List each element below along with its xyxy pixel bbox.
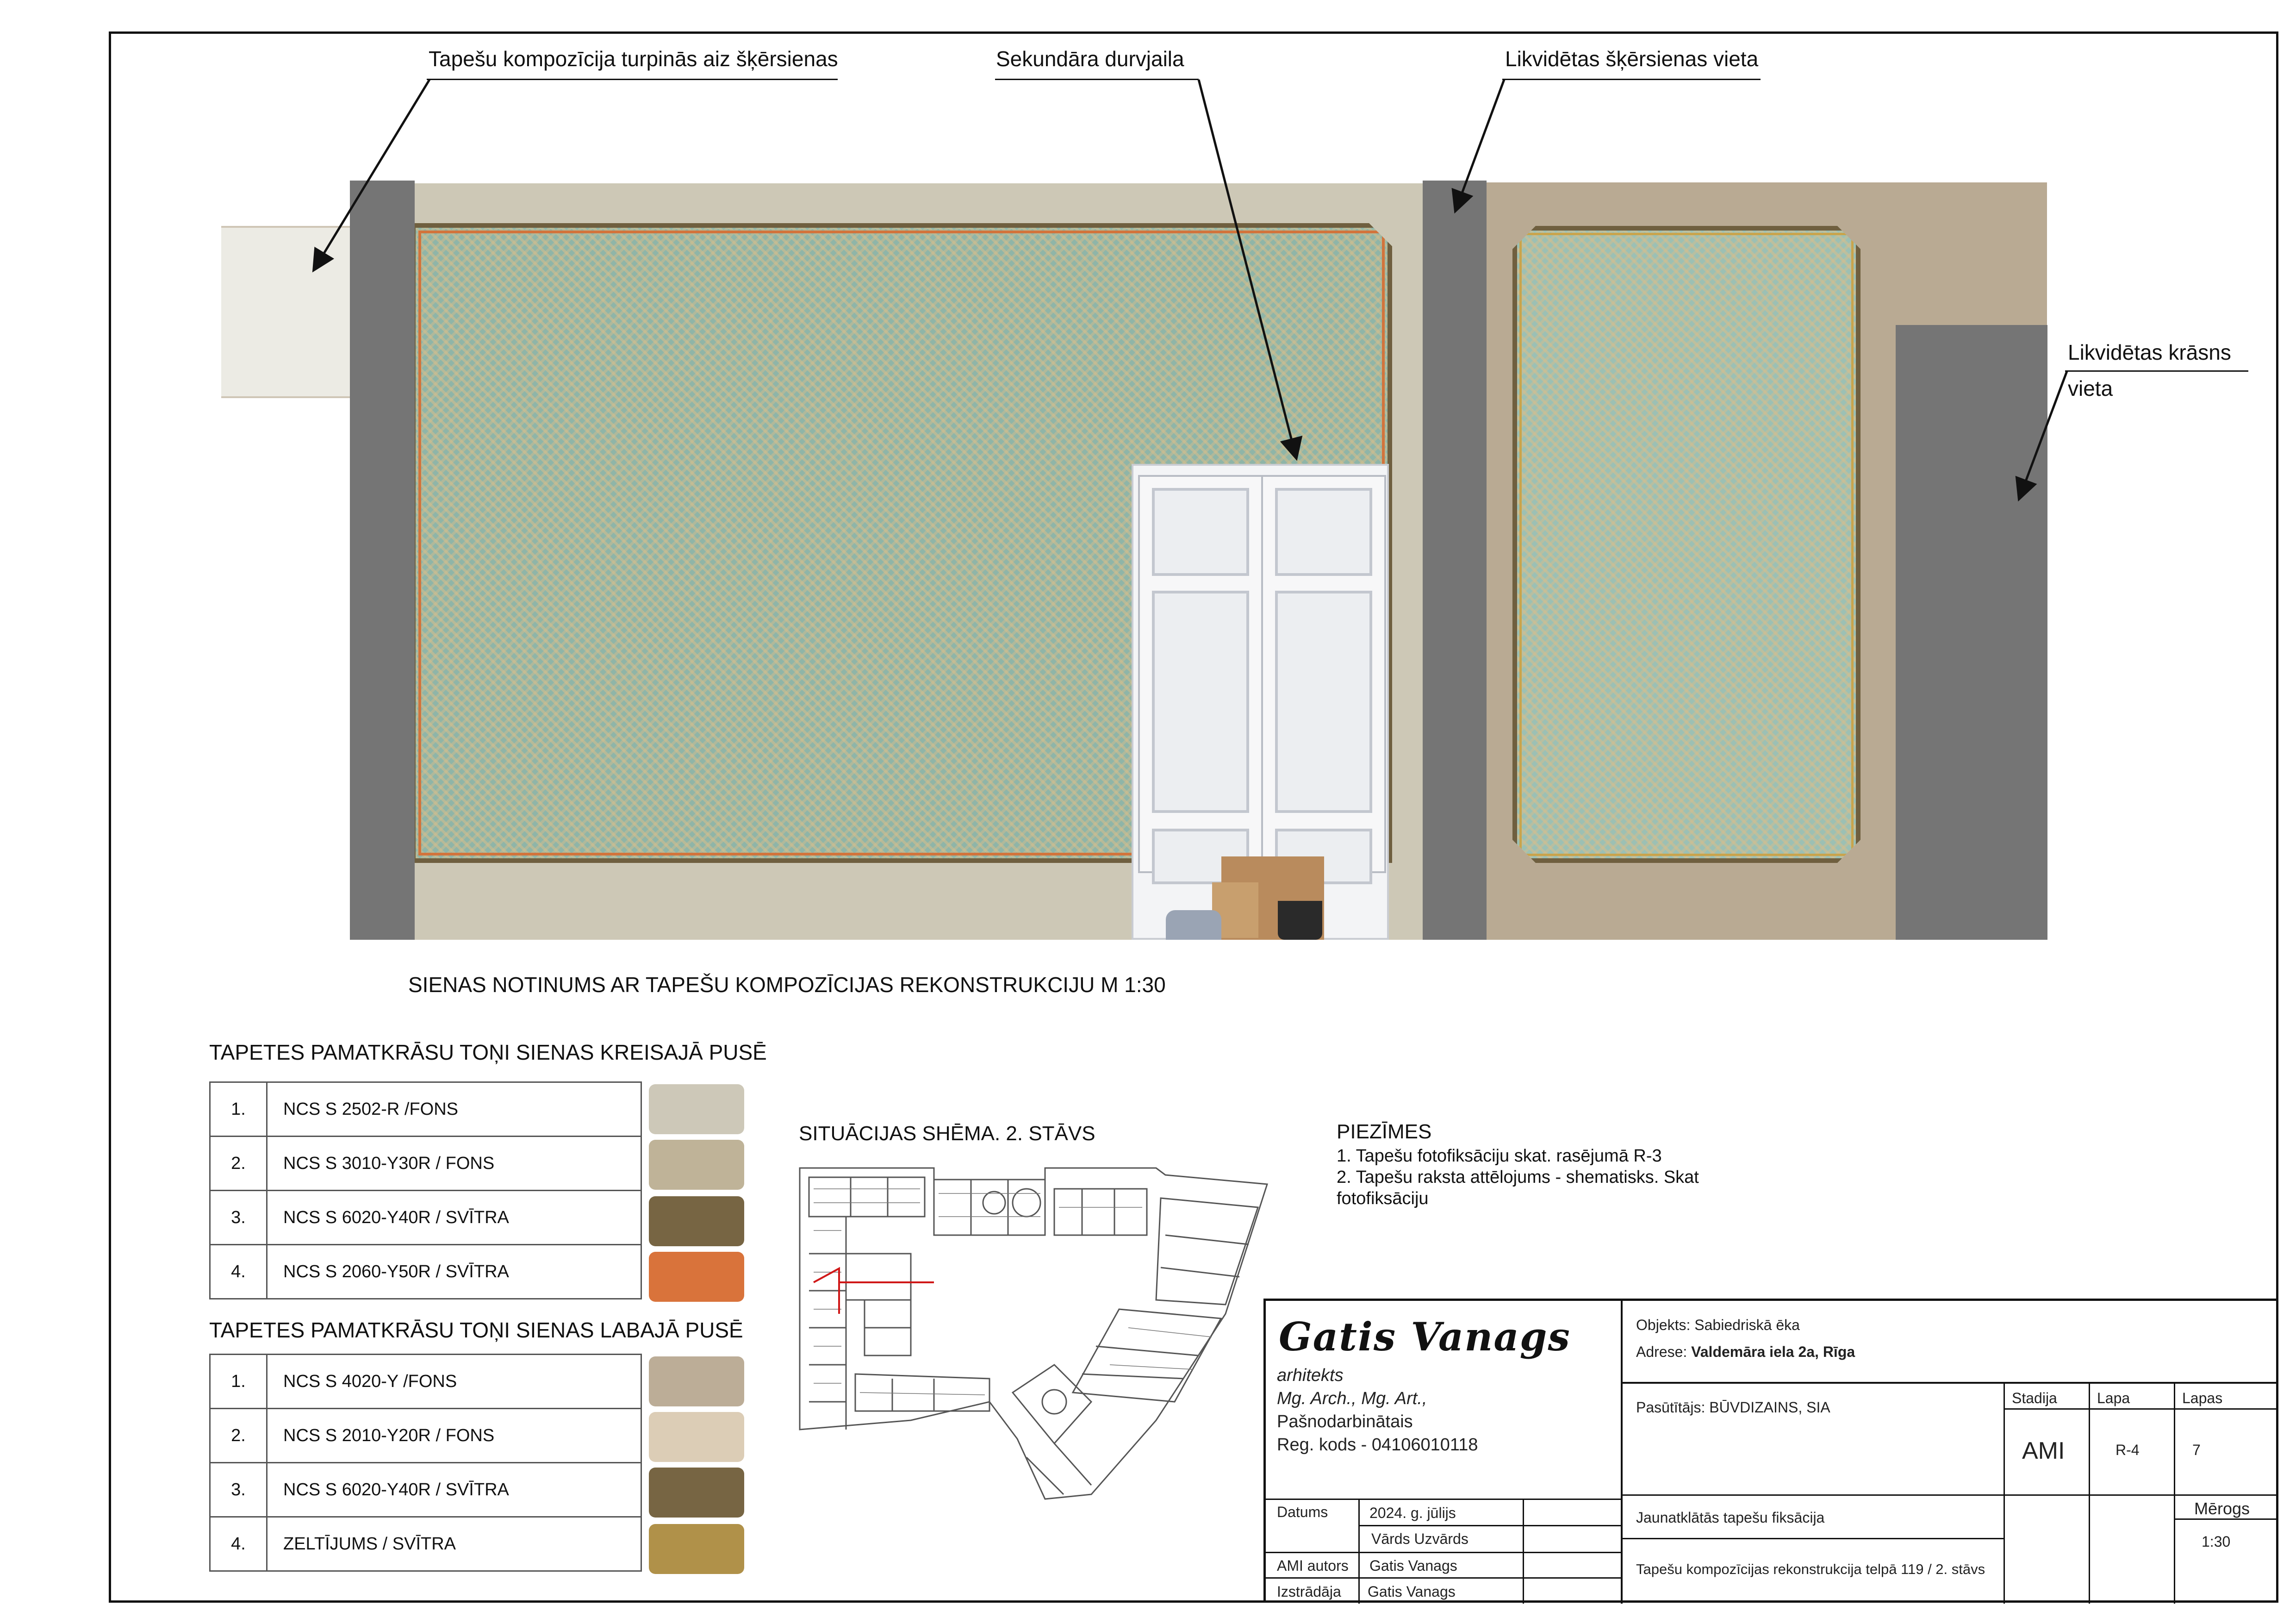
name-header: Vārds Uzvārds	[1371, 1530, 1468, 1547]
elevation-title: SIENAS NOTINUMS AR TAPEŠU KOMPOZĪCIJAS REKONSTRUKCIJU M 1:30	[408, 973, 1166, 997]
table-row	[210, 1082, 641, 1137]
tb-divider	[1523, 1499, 1524, 1604]
color-swatch	[649, 1196, 744, 1246]
object-line	[1636, 1317, 1800, 1334]
left-side-heading: TAPETES PAMATKRĀSU TOŅI SIENAS KREISAJĀ PUSĒ	[209, 1040, 767, 1064]
site-plan-title: SITUĀCIJAS SHĒMA. 2. STĀVS	[799, 1122, 1095, 1145]
table-row	[210, 1409, 641, 1463]
tb-divider	[1622, 1494, 2278, 1496]
notes-line: fotofiksāciju	[1337, 1189, 1429, 1208]
callout-secondary-door: Sekundāra durvjaila	[996, 47, 1184, 71]
door-leaf-right	[1261, 475, 1386, 873]
address-label: Adrese:	[1636, 1343, 1687, 1360]
architect-signature: Gatis Vanags	[1279, 1314, 1571, 1360]
color-swatch	[649, 1140, 744, 1190]
color-swatch	[649, 1412, 744, 1462]
color-code: NCS S 3010-Y30R / FONS	[267, 1137, 641, 1191]
door-panel	[1152, 488, 1249, 576]
tb-divider	[1266, 1577, 1622, 1579]
callout-underline	[995, 79, 1199, 80]
client-line	[1636, 1399, 1830, 1416]
wallpaper-continuation-strip	[221, 226, 352, 398]
stage-value: AMI	[2022, 1437, 2065, 1464]
right-color-table	[209, 1354, 642, 1572]
notes-line: 1. Tapešu fotofiksāciju skat. rasējumā R-3	[1337, 1146, 1662, 1166]
removed-partition-pilaster	[1423, 181, 1487, 940]
row-number: 3.	[210, 1191, 267, 1245]
callout-removed-stove-line1: Likvidētas krāsns	[2068, 340, 2231, 364]
door-panel	[1275, 488, 1372, 576]
architect-reg-code: Reg. kods - 04106010118	[1277, 1435, 1478, 1455]
right-side-heading: TAPETES PAMATKRĀSU TOŅI SIENAS LABAJĀ PUSĒ	[209, 1318, 743, 1342]
sheets-label: Lapas	[2182, 1390, 2223, 1406]
author-value: Gatis Vanags	[1369, 1557, 1457, 1574]
drawing-title: Tapešu kompozīcijas rekonstrukcija telpā 119 / 2. stāvs	[1636, 1561, 1985, 1577]
tb-divider	[1621, 1301, 1623, 1604]
table-row	[210, 1463, 641, 1517]
row-number: 2.	[210, 1137, 267, 1191]
tb-divider	[2004, 1382, 2005, 1604]
prepared-label: Izstrādāja	[1277, 1583, 1341, 1600]
client-label: Pasūtītājs:	[1636, 1399, 1705, 1416]
tb-divider	[1622, 1538, 2005, 1539]
author-label: AMI autors	[1277, 1557, 1349, 1574]
left-color-table	[209, 1081, 642, 1299]
date-value: 2024. g. jūlijs	[1369, 1505, 1456, 1521]
callout-underline	[1502, 79, 1761, 80]
tb-divider	[2174, 1518, 2278, 1520]
bucket	[1278, 901, 1322, 940]
table-row	[210, 1245, 641, 1299]
architect-status: Pašnodarbinātais	[1277, 1412, 1413, 1431]
architect-degrees: Mg. Arch., Mg. Art.,	[1277, 1389, 1427, 1408]
address-value: Valdemāra iela 2a, Rīga	[1691, 1343, 1855, 1360]
right-wallpaper-panel	[1512, 226, 1860, 863]
scale-label: Mērogs	[2194, 1499, 2250, 1518]
stage-label: Stadija	[2012, 1390, 2057, 1406]
tb-divider	[2174, 1382, 2175, 1604]
title-block	[1263, 1299, 2276, 1601]
notes-title: PIEZĪMES	[1337, 1120, 1432, 1143]
subject-text: Jaunatklātās tapešu fiksācija	[1636, 1509, 1825, 1526]
address-line	[1636, 1343, 1855, 1361]
row-number: 1.	[210, 1355, 267, 1409]
notes-line: 2. Tapešu raksta attēlojums - shematisks. Skat	[1337, 1168, 1699, 1187]
table-row	[210, 1191, 641, 1245]
table-row	[210, 1517, 641, 1571]
scale-value: 1:30	[2202, 1533, 2231, 1550]
object-value: Sabiedriskā ēka	[1694, 1317, 1800, 1333]
row-number: 4.	[210, 1245, 267, 1299]
sheet-label: Lapa	[2097, 1390, 2130, 1406]
sheet-value: R-4	[2116, 1442, 2140, 1458]
callout-removed-partition: Likvidētas šķērsienas vieta	[1505, 47, 1759, 71]
object-label: Objekts:	[1636, 1317, 1691, 1333]
removed-stove-block	[1896, 325, 2047, 940]
color-code: NCS S 2060-Y50R / SVĪTRA	[267, 1245, 641, 1299]
tb-divider	[1266, 1499, 1622, 1500]
color-code: NCS S 2010-Y20R / FONS	[267, 1409, 641, 1463]
color-swatch	[649, 1252, 744, 1302]
tb-divider	[1622, 1382, 2278, 1384]
tb-divider	[2089, 1382, 2090, 1604]
table-row	[210, 1137, 641, 1191]
door-panel	[1275, 591, 1372, 813]
color-code: NCS S 4020-Y /FONS	[267, 1355, 641, 1409]
callout-wallpaper-continues: Tapešu kompozīcija turpinās aiz šķērsienas	[429, 47, 838, 71]
callout-removed-stove-line2: vieta	[2068, 376, 2113, 400]
row-number: 1.	[210, 1082, 267, 1137]
prepared-value: Gatis Vanags	[1368, 1583, 1456, 1600]
plastic-bag	[1166, 910, 1221, 940]
color-swatch	[649, 1468, 744, 1518]
floor-plan-drawing	[795, 1161, 1276, 1504]
row-number: 4.	[210, 1517, 267, 1571]
color-swatch	[649, 1084, 744, 1134]
color-swatch	[649, 1524, 744, 1574]
callout-underline	[2065, 370, 2248, 372]
tb-divider	[1266, 1552, 1622, 1553]
color-code: NCS S 6020-Y40R / SVĪTRA	[267, 1191, 641, 1245]
door-leaf-left	[1138, 475, 1263, 873]
tb-divider	[2004, 1408, 2278, 1410]
color-code: NCS S 2502-R /FONS	[267, 1082, 641, 1137]
secondary-door	[1132, 464, 1389, 940]
tb-divider	[1358, 1499, 1360, 1604]
color-swatch	[649, 1356, 744, 1406]
sheets-value: 7	[2192, 1442, 2201, 1458]
client-value: BŪVDIZAINS, SIA	[1709, 1399, 1830, 1416]
left-pilaster	[350, 181, 415, 940]
row-number: 3.	[210, 1463, 267, 1517]
row-number: 2.	[210, 1409, 267, 1463]
tb-divider	[1358, 1525, 1622, 1526]
date-label: Datums	[1277, 1504, 1328, 1520]
callout-underline	[427, 79, 838, 80]
color-code: ZELTĪJUMS / SVĪTRA	[267, 1517, 641, 1571]
color-code: NCS S 6020-Y40R / SVĪTRA	[267, 1463, 641, 1517]
architect-profession: arhitekts	[1277, 1366, 1344, 1385]
door-panel	[1152, 591, 1249, 813]
table-row	[210, 1355, 641, 1409]
